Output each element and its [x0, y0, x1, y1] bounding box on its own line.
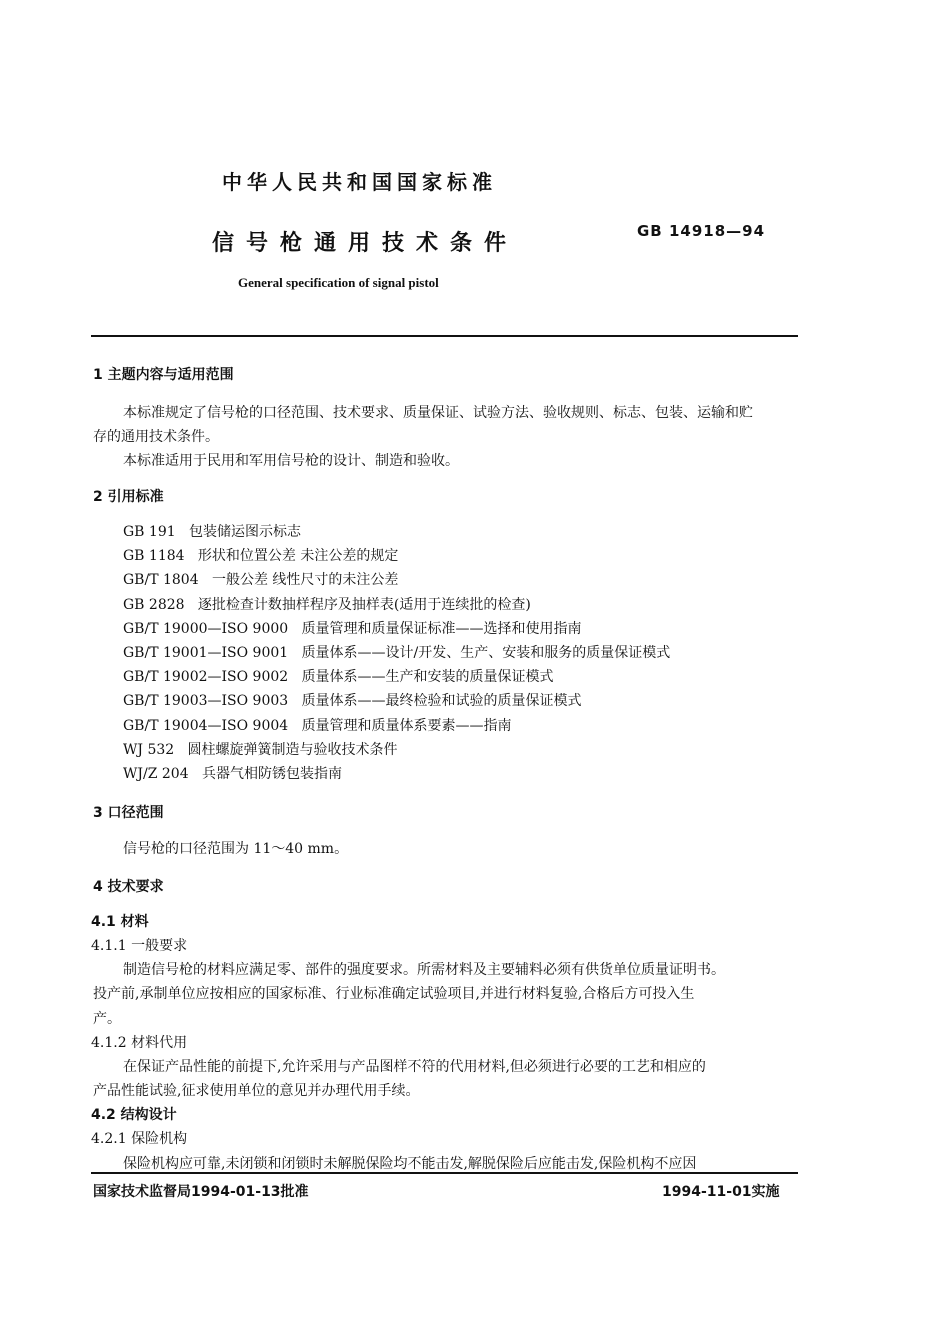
reference-code: GB/T 19001—ISO 9001	[123, 645, 289, 661]
approval-line: 国家技术监督局1994-01-13批准	[93, 1184, 309, 1200]
section-4-2-1-para-a: 保险机构应可靠,未闭锁和闭锁时未解脱保险均不能击发,解脱保险后应能击发,保险机构不应因	[123, 1156, 697, 1172]
section-3-para: 信号枪的口径范围为 11～40 mm。	[123, 841, 349, 857]
subsection-4-1-heading: 4.1 材料	[91, 914, 149, 930]
reference-code: WJ/Z 204	[123, 766, 189, 782]
implementation-date: 1994-11-01实施	[662, 1184, 780, 1200]
reference-title: 逐批检查计数抽样程序及抽样表(适用于连续批的检查)	[197, 597, 531, 613]
subsection-4-1-1-heading: 4.1.1 一般要求	[91, 938, 188, 954]
reference-code: GB/T 19004—ISO 9004	[123, 718, 289, 734]
doc-title: 信号枪通用技术条件	[212, 231, 519, 256]
doc-code: GB 14918—94	[637, 222, 766, 240]
reference-code: GB/T 19002—ISO 9002	[123, 669, 289, 685]
reference-title: 质量体系——生产和安装的质量保证模式	[301, 669, 554, 685]
reference-code: WJ 532	[123, 742, 175, 758]
section-4-1-2-para-a: 在保证产品性能的前提下,允许采用与产品图样不符的代用材料,但必须进行必要的工艺和相应的	[123, 1059, 706, 1075]
section-1-heading: 1 主题内容与适用范围	[93, 367, 234, 383]
reference-title: 圆柱螺旋弹簧制造与验收技术条件	[187, 742, 398, 758]
reference-item	[123, 618, 582, 638]
section-4-1-1-para-a: 制造信号枪的材料应满足零、部件的强度要求。所需材料及主要辅料必须有供货单位质量证明书。	[123, 962, 725, 978]
english-title: General specification of signal pistol	[238, 275, 439, 290]
subsection-4-2-1-heading: 4.2.1 保险机构	[91, 1131, 188, 1147]
subsection-4-1-2-heading: 4.1.2 材料代用	[91, 1035, 188, 1051]
reference-code: GB/T 19000—ISO 9000	[123, 621, 289, 637]
reference-code: GB 2828	[123, 597, 185, 613]
reference-item	[123, 666, 554, 686]
section-3-heading: 3 口径范围	[93, 805, 164, 821]
reference-title: 质量管理和质量保证标准——选择和使用指南	[301, 621, 582, 637]
reference-code: GB 191	[123, 524, 176, 540]
reference-title: 质量体系——最终检验和试验的质量保证模式	[301, 693, 582, 709]
subsection-4-2-heading: 4.2 结构设计	[91, 1107, 177, 1123]
reference-title: 形状和位置公差 未注公差的规定	[197, 548, 399, 564]
section-4-1-2-para-b: 产品性能试验,征求使用单位的意见并办理代用手续。	[93, 1083, 420, 1099]
header-rule	[91, 335, 798, 337]
reference-item	[123, 642, 670, 662]
section-1-para-1b: 存的通用技术条件。	[93, 429, 219, 445]
section-1-para-2: 本标准适用于民用和军用信号枪的设计、制造和验收。	[123, 453, 459, 469]
reference-code: GB/T 1804	[123, 572, 199, 588]
reference-item	[123, 690, 582, 710]
section-1-para-1a: 本标准规定了信号枪的口径范围、技术要求、质量保证、试验方法、验收规则、标志、包装、运输和贮	[123, 405, 753, 421]
section-4-1-1-para-c: 产。	[93, 1011, 121, 1027]
reference-title: 包装储运图示标志	[189, 524, 302, 540]
reference-item	[123, 715, 512, 735]
section-4-heading: 4 技术要求	[93, 879, 164, 895]
reference-title: 一般公差 线性尺寸的未注公差	[211, 572, 399, 588]
reference-item	[123, 569, 398, 589]
section-2-heading: 2 引用标准	[93, 489, 164, 505]
reference-item	[123, 763, 342, 783]
reference-item	[123, 545, 398, 565]
reference-title: 质量管理和质量体系要素——指南	[301, 718, 512, 734]
reference-title: 质量体系——设计/开发、生产、安装和服务的质量保证模式	[301, 645, 671, 661]
footer-rule	[91, 1172, 798, 1174]
reference-code: GB 1184	[123, 548, 185, 564]
reference-item	[123, 594, 531, 614]
reference-title: 兵器气相防锈包装指南	[201, 766, 342, 782]
reference-item	[123, 739, 398, 759]
section-4-1-1-para-b: 投产前,承制单位应按相应的国家标准、行业标准确定试验项目,并进行材料复验,合格后方可投入生	[93, 986, 695, 1002]
org-title: 中华人民共和国国家标准	[222, 170, 497, 194]
reference-code: GB/T 19003—ISO 9003	[123, 693, 289, 709]
reference-item	[123, 521, 301, 541]
